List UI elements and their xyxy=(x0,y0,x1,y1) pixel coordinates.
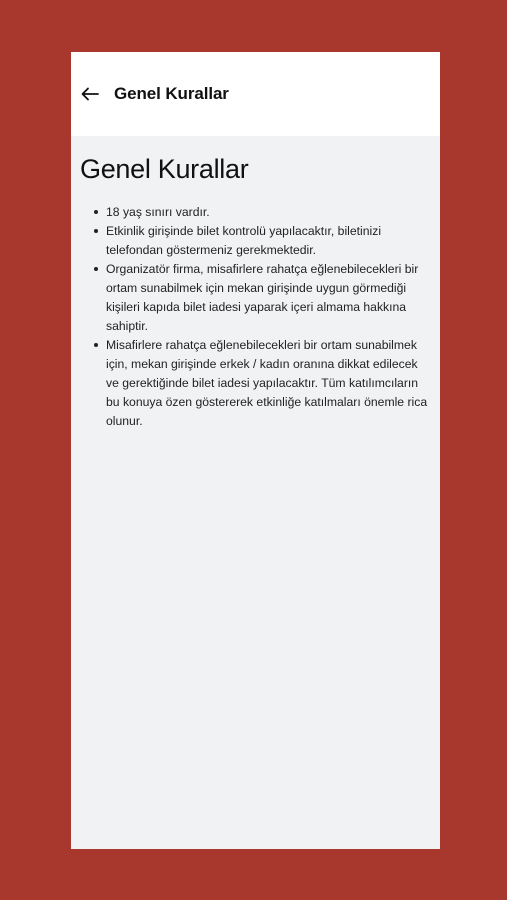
app-bar xyxy=(71,52,440,136)
rules-content xyxy=(71,136,440,431)
back-button[interactable] xyxy=(80,84,100,104)
app-bar-title: Genel Kurallar xyxy=(114,84,229,103)
rules-list xyxy=(80,203,428,431)
page-title: Genel Kurallar xyxy=(80,154,249,184)
app-screen xyxy=(71,52,440,849)
list-item: Etkinlik girişinde bilet kontrolü yapılacaktır, biletinizi telefondan göstermeniz gerekmektedir. xyxy=(94,222,428,260)
arrow-left-icon xyxy=(81,87,99,101)
list-item: Organizatör firma, misafirlere rahatça eğlenebilecekleri bir ortam sunabilmek için mekan girişinde uygun görmediği kişileri kapıda bilet iadesi yaparak içeri almama hakkına sahiptir. xyxy=(94,260,428,336)
list-item: Misafirlere rahatça eğlenebilecekleri bir ortam sunabilmek için, mekan girişinde erkek / kadın oranına dikkat edilecek ve gerektiğinde bilet iadesi yapılacaktır. Tüm katılımcıların bu konuya özen göstererek etkinliğe katılmaları önemle rica olunur. xyxy=(94,336,428,431)
list-item: 18 yaş sınırı vardır. xyxy=(94,203,428,222)
